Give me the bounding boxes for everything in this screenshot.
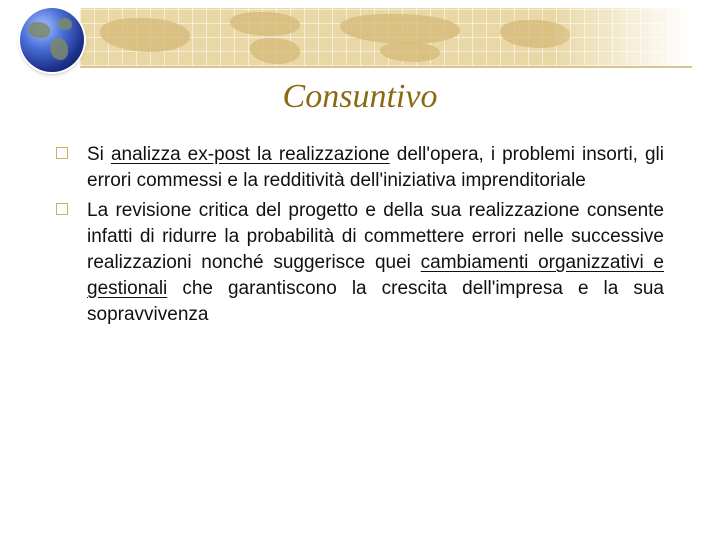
bullet-text xyxy=(87,198,664,328)
underlined-phrase: analizza ex-post la realizzazione xyxy=(110,144,390,165)
square-bullet-icon xyxy=(56,203,68,215)
header-rule xyxy=(80,66,692,68)
bullet-list xyxy=(56,142,664,332)
globe-icon xyxy=(20,8,84,72)
square-bullet-icon xyxy=(56,147,68,159)
bullet-text-part: La revisione critica del progetto e della sua realizzazione consente infatti di ridurre la probabilità di commettere errori nelle successive realizzazioni nonché suggerisce quei xyxy=(87,200,664,273)
bullet-text-part: dell'opera, i problemi insorti, gli errori commessi e la redditività dell'iniziativa imprenditoriale xyxy=(87,144,664,191)
bullet-item xyxy=(56,142,664,194)
bullet-text xyxy=(87,142,664,194)
header-map-band xyxy=(80,8,692,66)
bullet-text-part: Si xyxy=(87,144,104,165)
underlined-phrase: cambiamenti organizzativi e gestionali xyxy=(87,252,664,299)
bullet-text-part: che garantiscono la crescita dell'impresa e la sua sopravvivenza xyxy=(87,278,665,325)
bullet-item xyxy=(56,198,664,328)
slide-title: Consuntivo xyxy=(282,78,438,115)
